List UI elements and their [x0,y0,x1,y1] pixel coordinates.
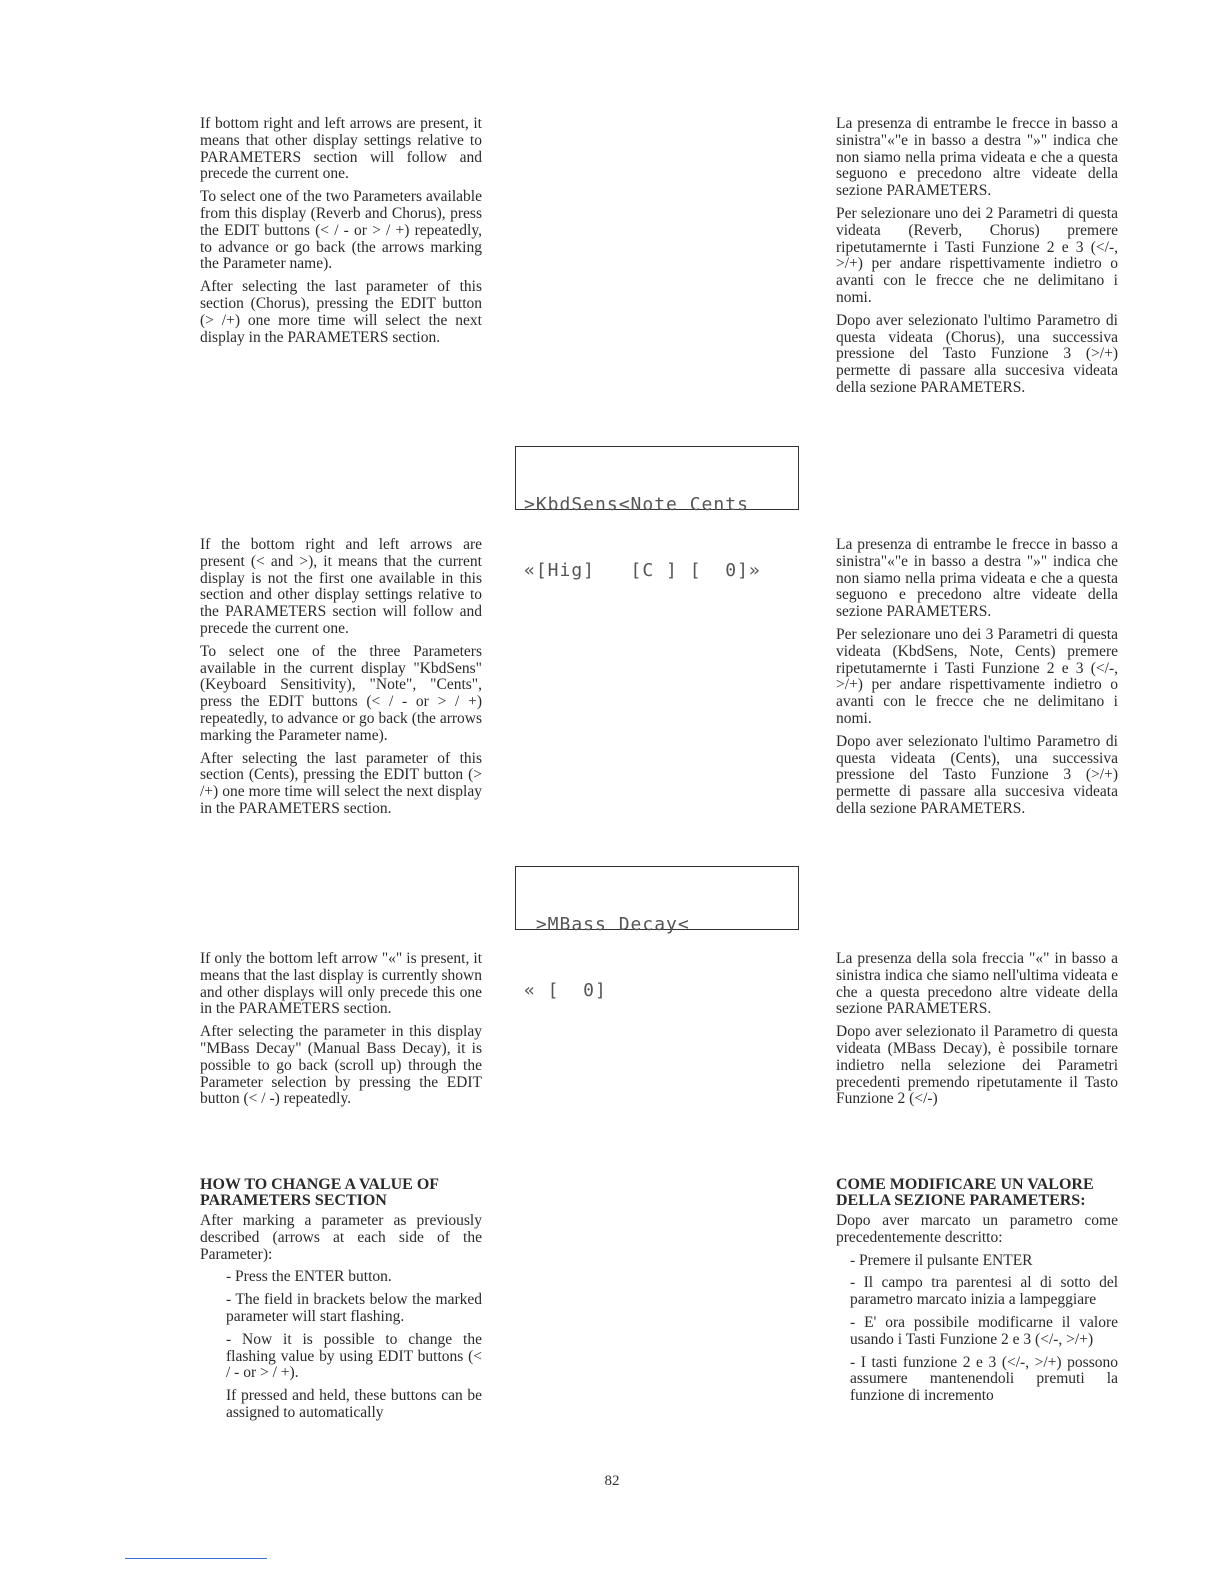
section-reverb-chorus-en [200,116,482,352]
paragraph: Per selezionare uno dei 3 Parametri di questa videata (KbdSens, Note, Cents) premere ripetutamernte i Tasti Funzione 2 e 3 (</-, >/+) per andare rispettivamente indietro o avanti con le frecce che ne delimitano i nomi. [836,625,1118,727]
paragraph: Dopo aver selezionato il Parametro di questa videata (MBass Decay), è possibile tornare indietro nella selezione dei Parametri precedenti premendo ripetutamente il Tasto Funzione 2 (</-) [836,1023,1118,1108]
paragraph: To select one of the two Parameters available from this display (Reverb and Chorus), press the EDIT buttons (< / - or > / +) repeatedly, to advance or go back (the arrows marking the Parameter name). [200,188,482,273]
paragraph: After marking a parameter as previously described (arrows at each side of the Parameter): [200,1212,482,1263]
section-heading: HOW TO CHANGE A VALUE OF PARAMETERS SECTION [200,1176,439,1209]
paragraph: La presenza di entrambe le frecce in basso a sinistra"«"e in basso a destra "»" indica che non siamo nella prima videata e che a questa seguono e precedono altre videate della sezione PARAMETERS. [836,536,1118,621]
list-item: - Press the ENTER button. [226,1268,392,1286]
paragraph: Per selezionare uno dei 2 Parametri di questa videata (Reverb, Chorus) premere ripetutamernte i Tasti Funzione 2 e 3 (</-, >/+) per andare rispettivamente indietro o avanti con le frecce che ne delimitano i nomi. [836,204,1118,306]
page-number: 82 [604,1473,620,1489]
paragraph: After selecting the last parameter of this section (Chorus), pressing the EDIT button (> /+) one more time will select the next display in the PARAMETERS section. [200,278,482,346]
list-item: - E' ora possibile modificarne il valore usando i Tasti Funzione 2 e 3 (</-, >/+) [850,1313,1118,1348]
paragraph: To select one of the three Parameters available in the current display "KbdSens" (Keyboard Sensitivity), "Note", "Cents", press the EDIT buttons (< / - or > / +) repeatedly, to advance or go back (the arrows marking the Parameter name). [200,642,482,744]
section-kbdsens-en [200,537,482,824]
paragraph: Dopo aver selezionato l'ultimo Parametro di questa videata (Cents), una successiva pressione del Tasto Funzione 3 (>/+) permette di passare alla succesiva videata della sezione PARAMETERS. [836,732,1118,817]
section-mbass-decay-it [836,951,1118,1114]
paragraph: If only the bottom left arrow "«" is present, it means that the last display is currently shown and other displays will only precede this one in the PARAMETERS section. [200,950,482,1018]
section-kbdsens-it [836,537,1118,824]
list-item: - The field in brackets below the marked parameter will start flashing. [226,1291,482,1325]
lcd-display-kbdsens [515,446,799,581]
paragraph: If the bottom right and left arrows are present (< and >), it means that the current display is not the first one available in this section and other display settings relative to the PARAMETERS section will follow and precede the current one. [200,536,482,637]
lcd-line-1: >KbdSens<Note Cents [524,494,749,515]
list-item: - Il campo tra parentesi al di sotto del parametro marcato inizia a lampeggiare [850,1274,1118,1309]
list-item: - Premere il pulsante ENTER [850,1251,1033,1269]
section-change-value-en [200,1177,482,1428]
paragraph: Dopo aver selezionato l'ultimo Parametro di questa videata (Chorus), una successiva pressione del Tasto Funzione 3 (>/+) permette di passare alla succesiva videata della sezione PARAMETERS. [836,311,1118,396]
lcd-line-1: >MBass Decay< [524,914,690,935]
section-mbass-decay-en [200,951,482,1114]
list-item: - Now it is possible to change the flashing value by using EDIT buttons (< / - or > / +). [226,1330,482,1382]
paragraph: Dopo aver marcato un parametro come precedentemente descritto: [836,1212,1118,1246]
paragraph: La presenza di entrambe le frecce in basso a sinistra"«"e in basso a destra "»" indica che non siamo nella prima videata e che a questa seguono e precedono altre videate della sezione PARAMETERS. [836,115,1118,200]
section-change-value-it [836,1177,1118,1411]
paragraph: La presenza della sola freccia "«" in basso a sinistra indica che siamo nell'ultima videata e che a questa precedono altre videate della sezione PARAMETERS. [836,950,1118,1018]
paragraph: After selecting the last parameter of this section (Cents), pressing the EDIT button (> /+) one more time will select the next display in the PARAMETERS section. [200,749,482,817]
footer-rule [125,1558,267,1559]
section-heading: COME MODIFICARE UN VALORE DELLA SEZIONE PARAMETERS: [836,1176,1094,1209]
lcd-display-mbass-decay [515,866,799,1001]
paragraph: After selecting the parameter in this display "MBass Decay" (Manual Bass Decay), it is possible to go back (scroll up) through the Parameter selection by pressing the EDIT button (< / -) repeatedly. [200,1023,482,1108]
paragraph: If pressed and held, these buttons can be assigned to automatically [226,1387,482,1421]
paragraph: If bottom right and left arrows are present, it means that other display settings relative to PARAMETERS section will follow and precede the current one. [200,115,482,183]
section-reverb-chorus-it [836,116,1118,403]
lcd-line-2: «[Hig] [C ] [ 0]» [524,560,761,581]
list-item: - I tasti funzione 2 e 3 (</-, >/+) possono assumere mantenendoli premuti la funzione di incremento [850,1353,1118,1405]
lcd-line-2: « [ 0] [524,980,607,1001]
